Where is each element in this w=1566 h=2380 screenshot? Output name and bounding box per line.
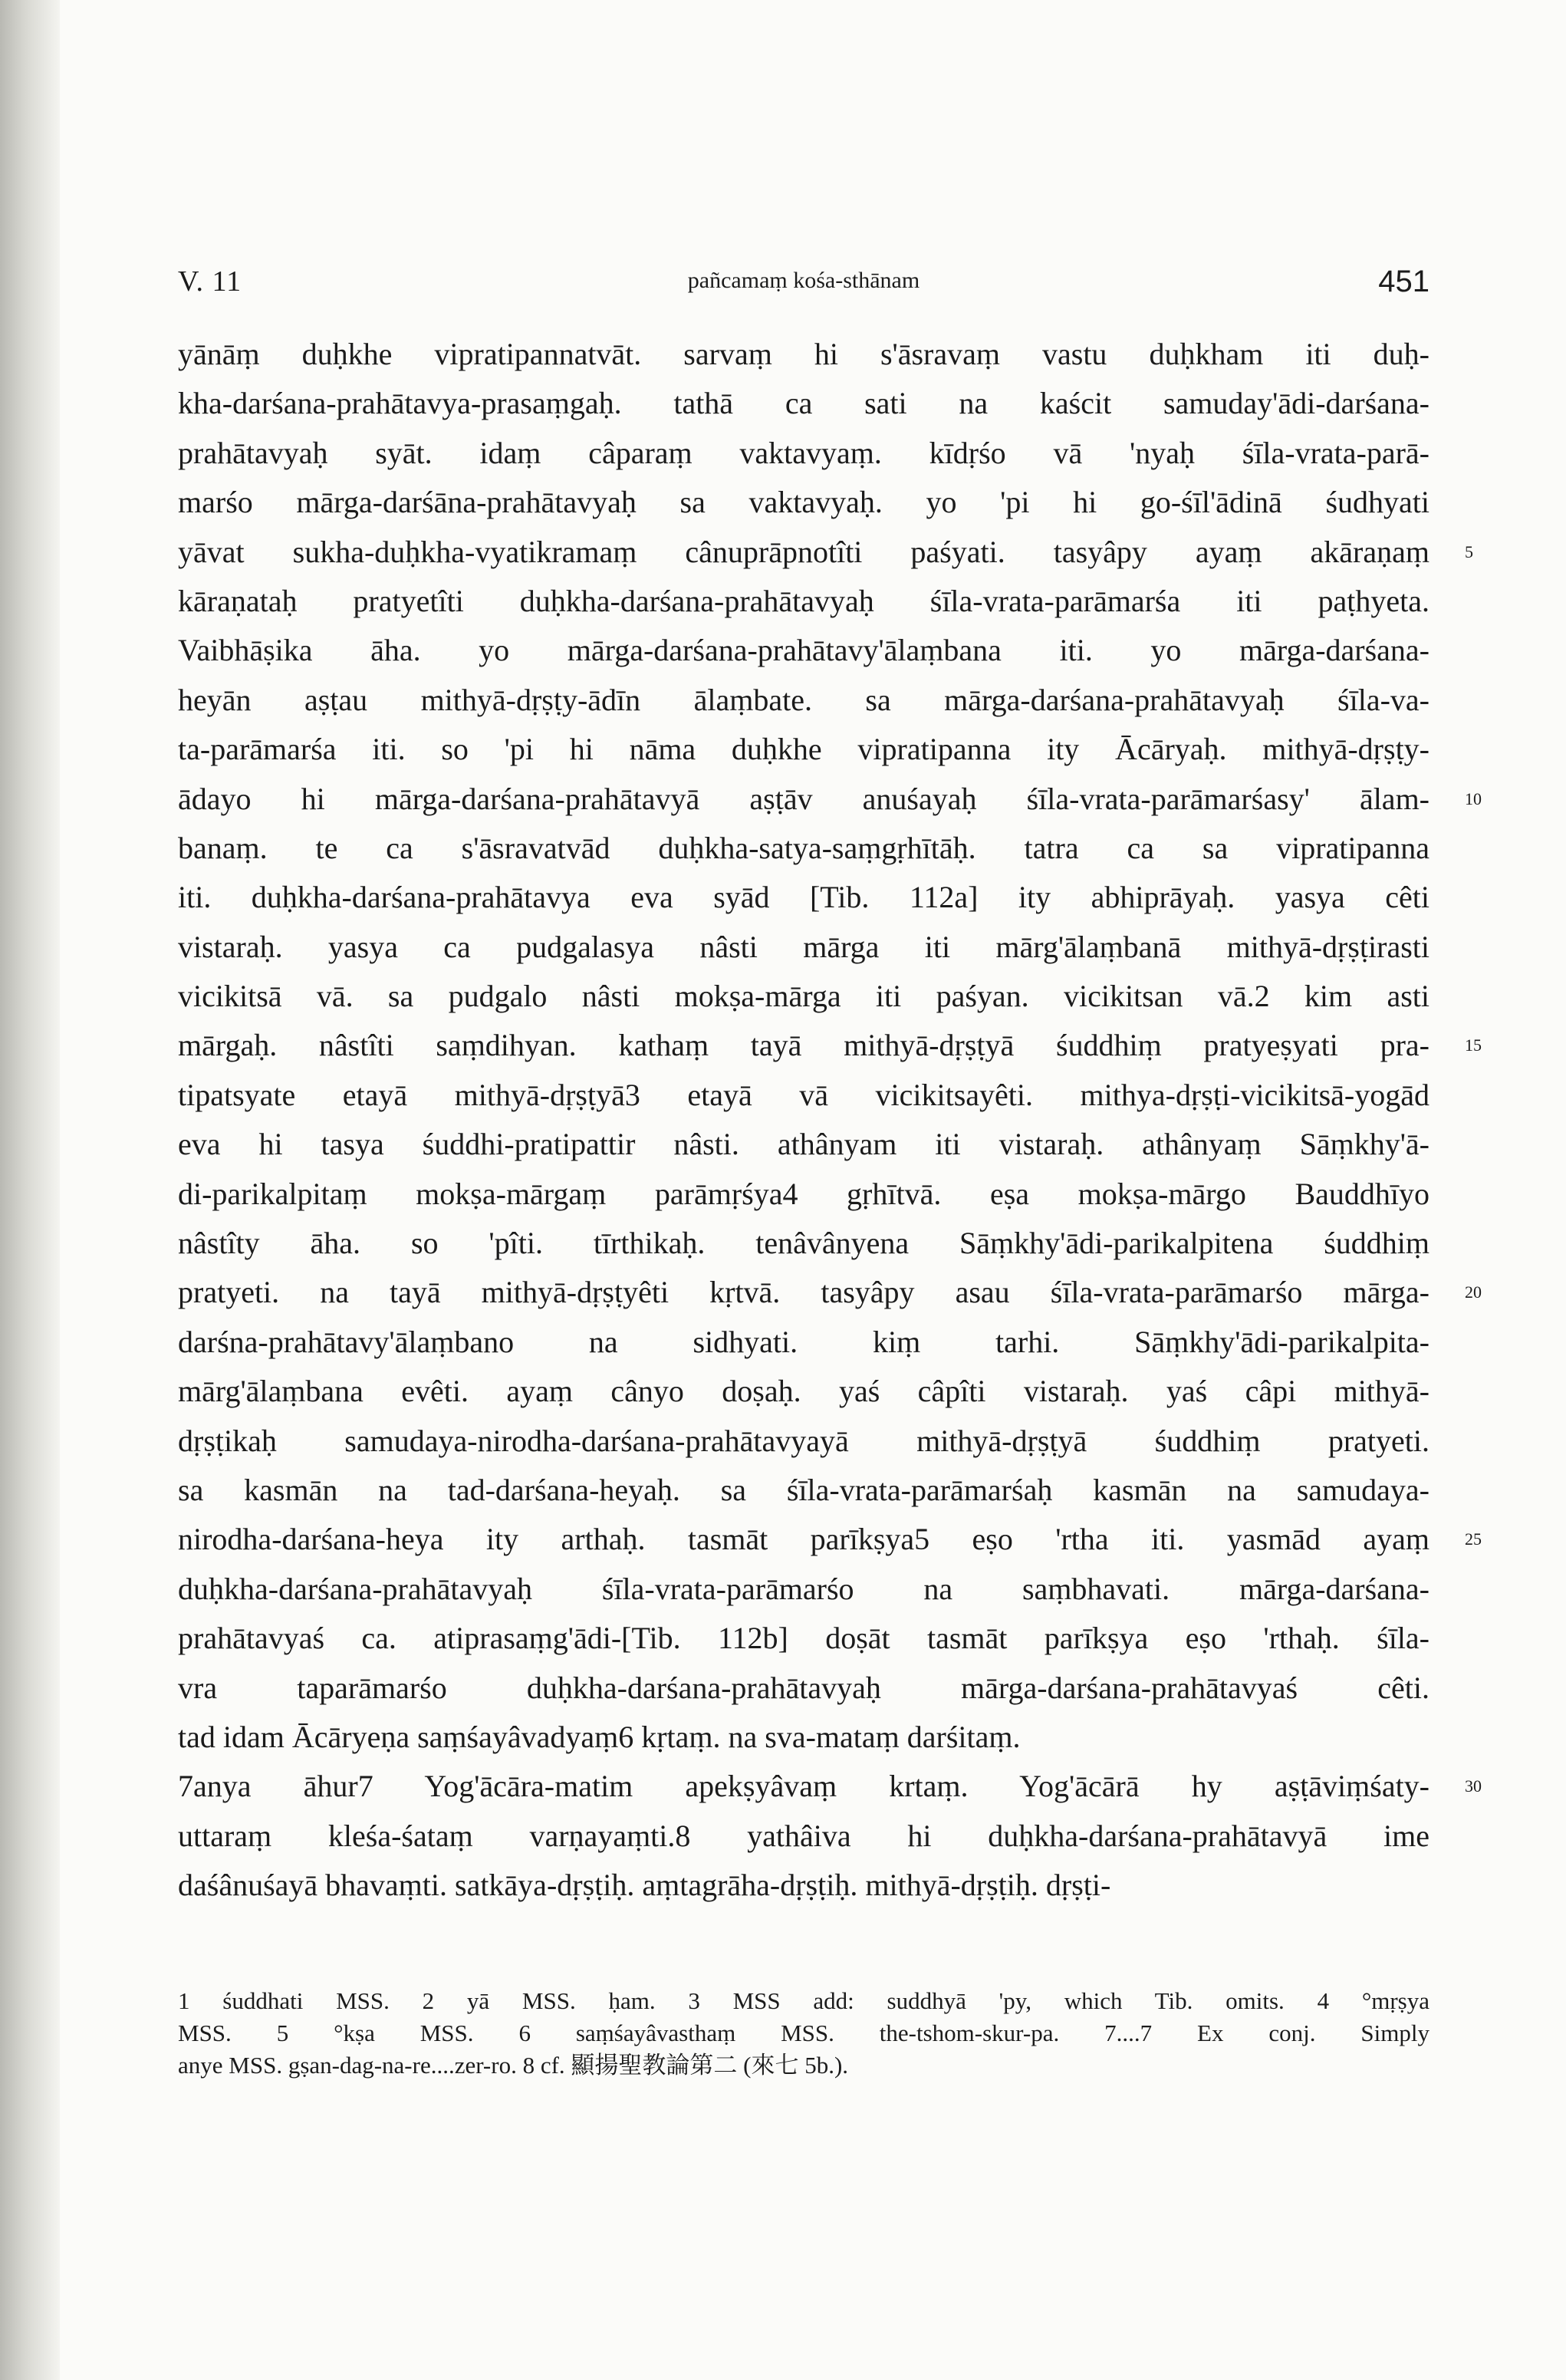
running-title: pañcamaṃ kośa-sthānam xyxy=(687,268,920,293)
text-line xyxy=(178,1071,1429,1120)
line-text: daśânuśayā bhavaṃti. satkāya-dṛṣṭiḥ. aṃtagrāha-dṛṣṭiḥ. mithyā-dṛṣṭiḥ. dṛṣṭi- xyxy=(178,1868,1111,1903)
line-text: iti. duḥkha-darśana-prahātavya eva syād [Tib. 112a] ity abhiprāyaḥ. yasya cêti xyxy=(178,880,1429,915)
text-line xyxy=(178,873,1429,922)
line-text: uttaraṃ kleśa-śataṃ varṇayaṃti.8 yathâiva hi duḥkha-darśana-prahātavyā ime xyxy=(178,1818,1429,1853)
line-text: banaṃ. te ca s'āsravatvād duḥkha-satya-saṃgṛhītāḥ. tatra ca sa vipratipanna xyxy=(178,830,1429,865)
footnote-line: 1 śuddhati MSS. 2 yā MSS. ḥam. 3 MSS add: suddhyā 'py, which Tib. omits. 4 °mṛṣya xyxy=(178,1987,1429,2014)
line-text: 7anya āhur7 Yog'ācāra-matim apekṣyâvaṃ krtaṃ. Yog'ācārā hy aṣṭāviṃśaty- xyxy=(178,1769,1429,1804)
line-text: heyān aṣṭau mithyā-dṛṣṭy-ādīn ālaṃbate. sa mārga-darśana-prahātavyaḥ śīla-va- xyxy=(178,682,1429,717)
line-text: tipatsyate etayā mithyā-dṛṣṭyā3 etayā vā vicikitsayêti. mithya-dṛṣṭi-vicikitsā-yogād xyxy=(178,1077,1429,1112)
text-line xyxy=(178,725,1429,774)
line-text: vistaraḥ. yasya ca pudgalasya nâsti mārga iti mārg'ālaṃbanā mithyā-dṛṣṭirasti xyxy=(178,929,1429,964)
line-text: kāraṇataḥ pratyetîti duḥkha-darśana-prahātavyaḥ śīla-vrata-parāmarśa iti paṭhyeta. xyxy=(178,583,1429,618)
line-number: 10 xyxy=(1465,788,1482,808)
text-line xyxy=(178,577,1429,626)
line-text: darśna-prahātavy'ālaṃbano na sidhyati. kiṃ tarhi. Sāṃkhy'ādi-parikalpita- xyxy=(178,1324,1429,1359)
page-binding-shadow xyxy=(0,0,60,2380)
text-line xyxy=(178,478,1429,527)
text-line xyxy=(178,429,1429,478)
text-line xyxy=(178,1762,1482,1811)
line-text: ādayo hi mārga-darśana-prahātavyā aṣṭāv anuśayaḥ śīla-vrata-parāmarśasy' ālam- xyxy=(178,781,1429,816)
line-text: ta-parāmarśa iti. so 'pi hi nāma duḥkhe vipratipanna ity Ācāryaḥ. mithyā-dṛṣṭy- xyxy=(178,732,1429,767)
text-line xyxy=(178,1170,1429,1219)
footnote-line: MSS. 5 °kṣa MSS. 6 saṃśayâvasthaṃ MSS. the-tshom-skur-pa. 7....7 Ex conj. Simply xyxy=(178,2020,1429,2046)
text-line xyxy=(178,1367,1429,1416)
text-line xyxy=(178,1466,1429,1515)
text-line xyxy=(178,1713,1429,1762)
line-text: pratyeti. na tayā mithyā-dṛṣṭyêti kṛtvā. tasyâpy asau śīla-vrata-parāmarśo mārga- xyxy=(178,1275,1429,1310)
text-line xyxy=(178,1219,1429,1268)
text-line xyxy=(178,1318,1429,1367)
line-text: mārgaḥ. nâstîti saṃdihyan. kathaṃ tayā mithyā-dṛṣṭyā śuddhiṃ pratyeṣyati pra- xyxy=(178,1028,1429,1063)
line-text: tad idam Ācāryeṇa saṃśayâvadyaṃ6 kṛtaṃ. na sva-mataṃ darśitaṃ. xyxy=(178,1719,1021,1754)
line-number: 30 xyxy=(1465,1776,1482,1796)
running-header xyxy=(178,265,1429,311)
line-text: di-parikalpitaṃ mokṣa-mārgaṃ parāmṛśya4 gṛhītvā. eṣa mokṣa-mārgo Bauddhīyo xyxy=(178,1176,1429,1211)
text-line xyxy=(178,1664,1429,1713)
text-line xyxy=(178,676,1429,725)
main-text xyxy=(178,330,1482,1911)
text-line xyxy=(178,824,1429,873)
line-text: kha-darśana-prahātavya-prasaṃgaḥ. tathā ca sati na kaścit samuday'ādi-darśana- xyxy=(178,386,1429,421)
text-line xyxy=(178,1565,1429,1614)
line-text: eva hi tasya śuddhi-pratipattir nâsti. athânyam iti vistaraḥ. athânyaṃ Sāṃkhy'ā- xyxy=(178,1127,1429,1162)
page-number: 451 xyxy=(1378,265,1429,298)
line-number: 15 xyxy=(1465,1035,1482,1055)
line-text: yānāṃ duḥkhe vipratipannatvāt. sarvaṃ hi s'āsravaṃ vastu duḥkham iti duḥ- xyxy=(178,337,1429,371)
line-text: duḥkha-darśana-prahātavyaḥ śīla-vrata-parāmarśo na saṃbhavati. mārga-darśana- xyxy=(178,1571,1429,1606)
line-number: 5 xyxy=(1465,542,1473,561)
chapter-verse-ref: V. 11 xyxy=(178,265,242,298)
text-line xyxy=(178,1812,1429,1861)
text-line xyxy=(178,1861,1429,1910)
line-text: marśo mārga-darśāna-prahātavyaḥ sa vaktavyaḥ. yo 'pi hi go-śīl'ādinā śudhyati xyxy=(178,485,1429,520)
text-line xyxy=(178,1614,1429,1663)
line-number: 25 xyxy=(1465,1529,1482,1549)
text-line xyxy=(178,528,1473,577)
line-text: nâstîty āha. so 'pîti. tīrthikaḥ. tenâvânyena Sāṃkhy'ādi-parikalpitena śuddhiṃ xyxy=(178,1226,1429,1261)
line-text: vra taparāmarśo duḥkha-darśana-prahātavyaḥ mārga-darśana-prahātavyaś cêti. xyxy=(178,1670,1429,1705)
text-line xyxy=(178,330,1429,379)
footnotes xyxy=(178,1985,1429,2082)
text-line xyxy=(178,1417,1429,1466)
text-line xyxy=(178,1120,1429,1169)
line-text: nirodha-darśana-heya ity arthaḥ. tasmāt parīkṣya5 eṣo 'rtha iti. yasmād ayaṃ xyxy=(178,1522,1429,1557)
line-text: mārg'ālaṃbana evêti. ayaṃ cânyo doṣaḥ. yaś câpîti vistaraḥ. yaś câpi mithyā- xyxy=(178,1374,1429,1409)
text-line xyxy=(178,626,1429,675)
line-text: yāvat sukha-duḥkha-vyatikramaṃ cânuprāpnotîti paśyati. tasyâpy ayaṃ akāraṇaṃ xyxy=(178,534,1429,569)
text-line xyxy=(178,1515,1482,1564)
line-number: 20 xyxy=(1465,1282,1482,1302)
line-text: vicikitsā vā. sa pudgalo nâsti mokṣa-mārga iti paśyan. vicikitsan vā.2 kim asti xyxy=(178,979,1429,1014)
line-text: prahātavyaḥ syāt. idaṃ câparaṃ vaktavyaṃ. kīdṛśo vā 'nyaḥ śīla-vrata-parā- xyxy=(178,435,1429,470)
line-text: Vaibhāṣika āha. yo mārga-darśana-prahātavy'ālaṃbana iti. yo mārga-darśana- xyxy=(178,633,1429,668)
text-line xyxy=(178,379,1429,428)
text-line xyxy=(178,775,1482,824)
text-line xyxy=(178,972,1429,1021)
line-text: dṛṣṭikaḥ samudaya-nirodha-darśana-prahātavyayā mithyā-dṛṣṭyā śuddhiṃ pratyeti. xyxy=(178,1423,1429,1458)
line-text: sa kasmān na tad-darśana-heyaḥ. sa śīla-vrata-parāmarśaḥ kasmān na samudaya- xyxy=(178,1472,1429,1507)
footnote-line: anye MSS. gṣan-dag-na-re....zer-ro. 8 cf. 顯揚聖教論第二 (來七 5b.). xyxy=(178,2052,849,2079)
line-text: prahātavyaś ca. atiprasaṃg'ādi-[Tib. 112b] doṣāt tasmāt parīkṣya eṣo 'rthaḥ. śīla- xyxy=(178,1621,1429,1656)
text-line xyxy=(178,923,1429,972)
text-line xyxy=(178,1021,1482,1070)
text-line xyxy=(178,1268,1482,1317)
